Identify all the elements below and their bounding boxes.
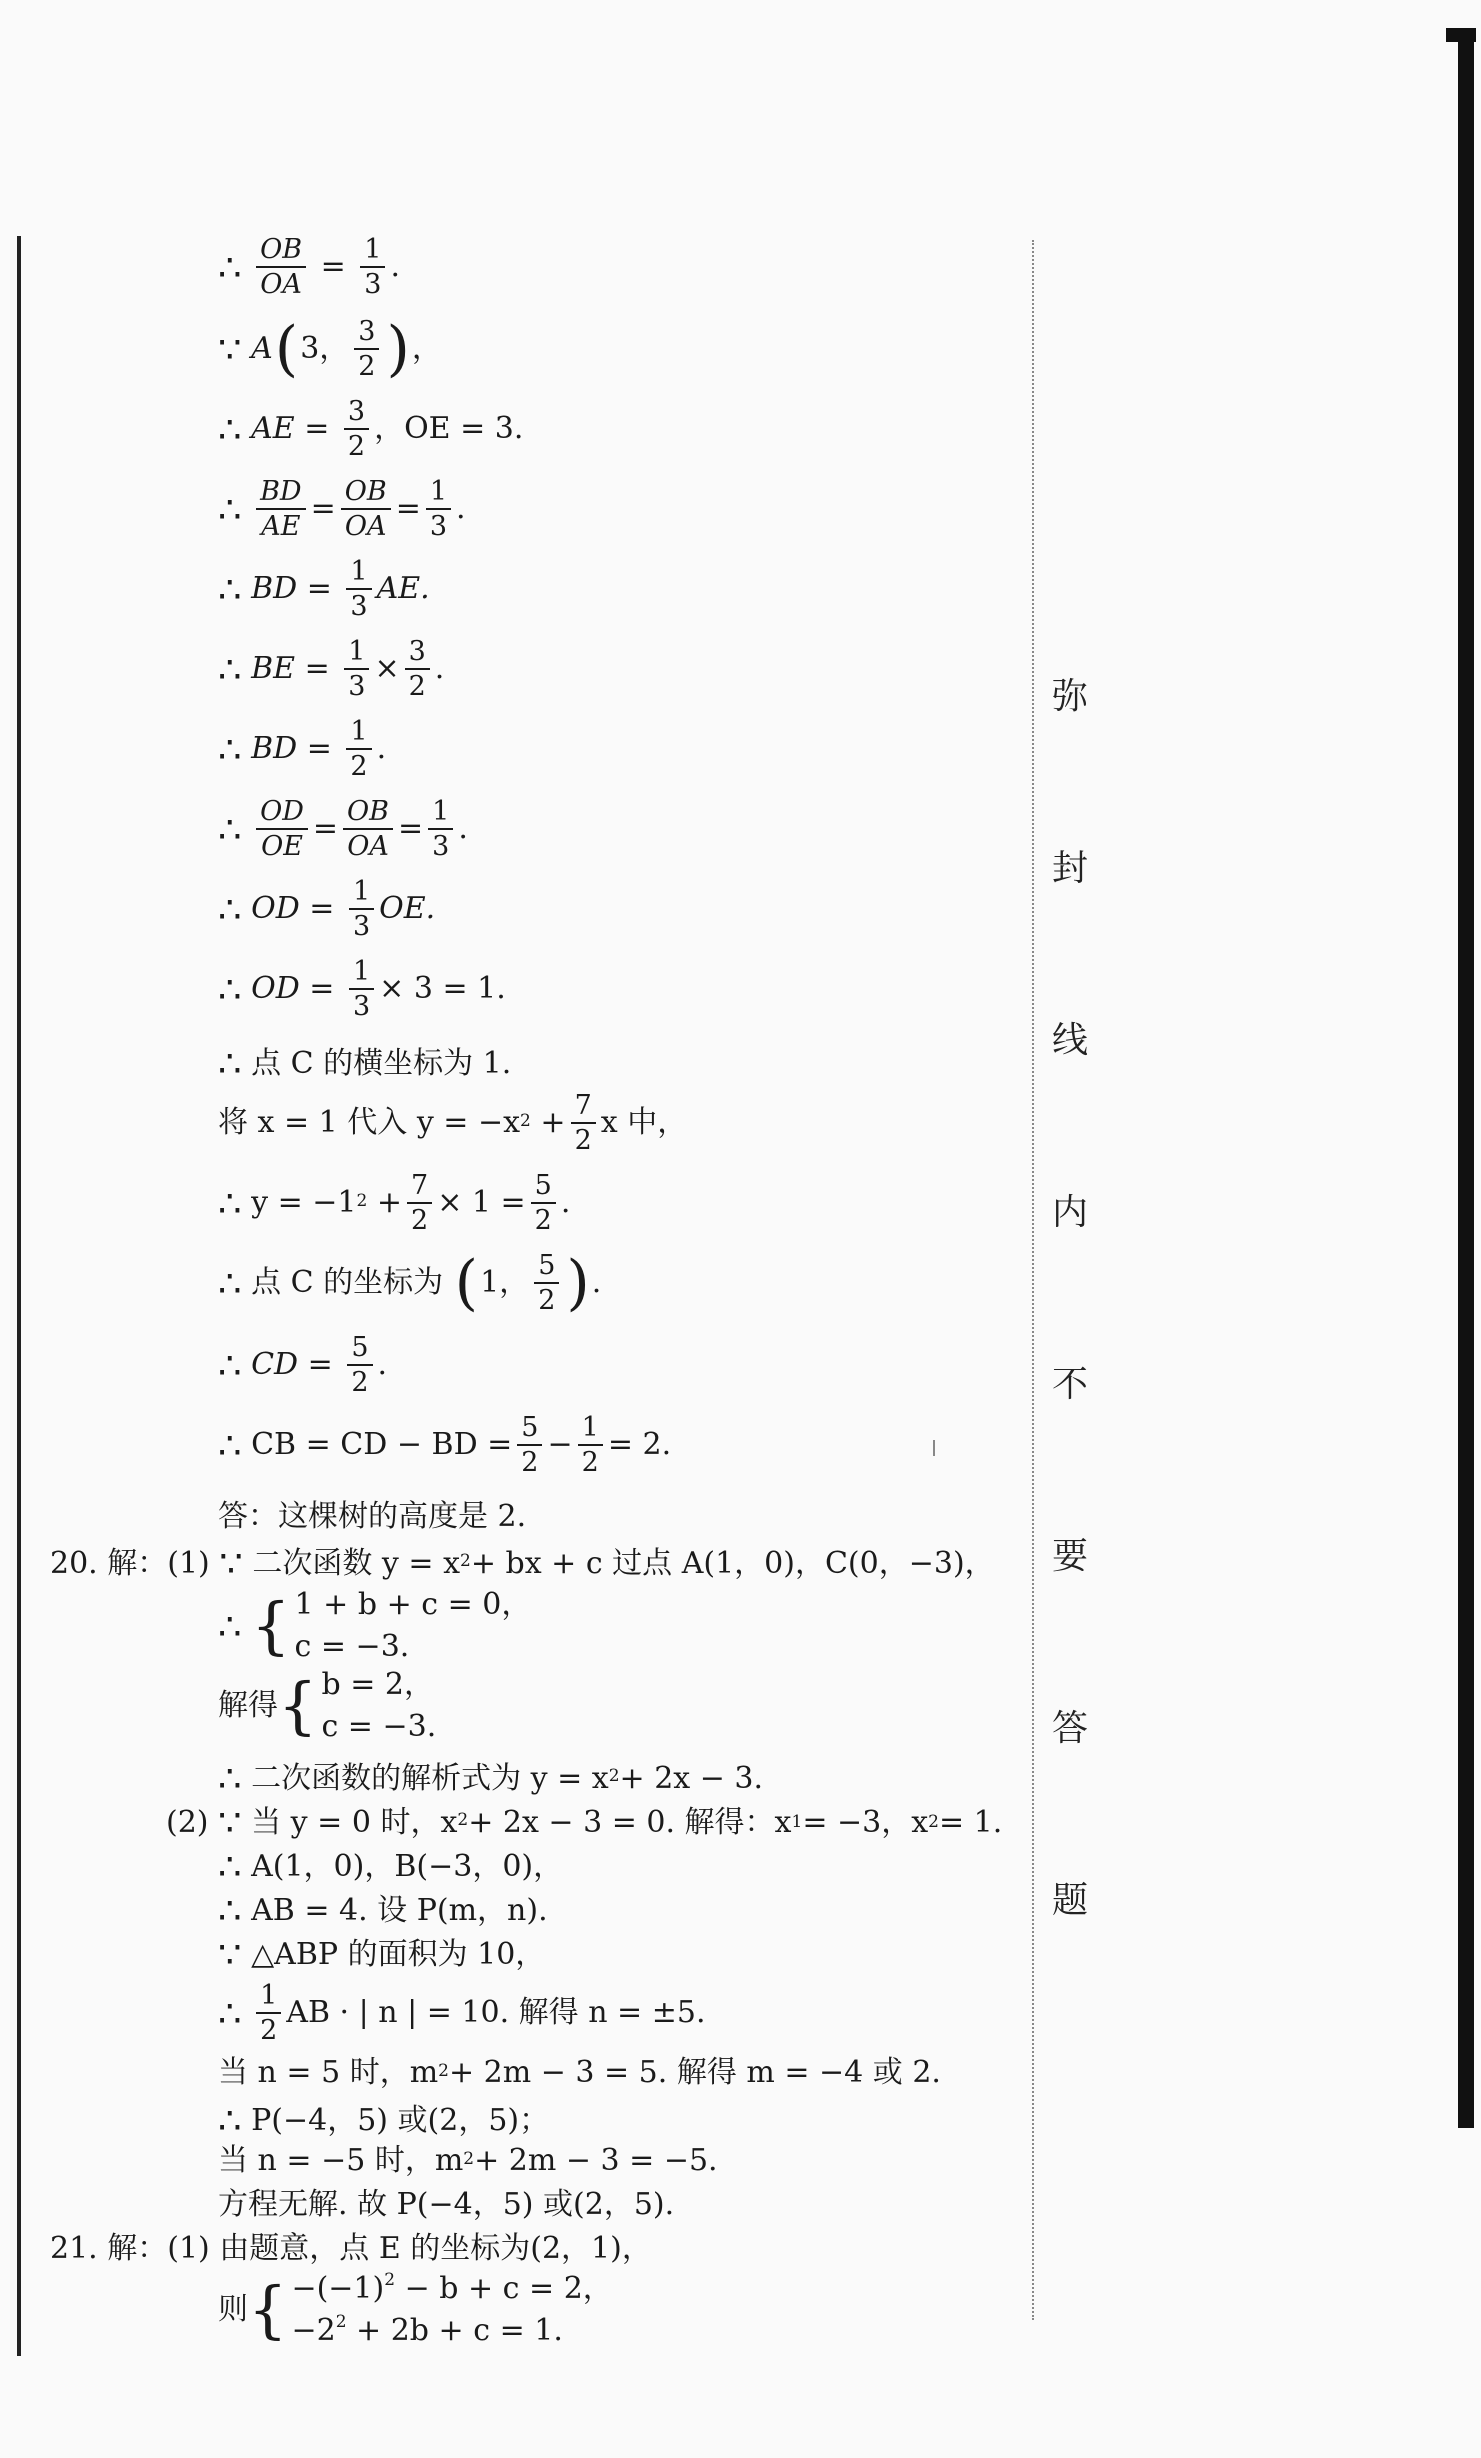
sealing-dotted-line — [1032, 240, 1034, 2320]
fraction: $\frac{1}{2}$ — [578, 1414, 603, 1476]
math-line: ∴ $\frac{BD}{AE}$ = $\frac{OB}{OA}$ = $\frac{1}{3}$ . — [218, 476, 466, 542]
fraction: $\frac{5}{2}$ — [531, 1172, 556, 1234]
fraction: $\frac{1}{3}$ — [428, 798, 453, 860]
therefore-symbol: ∴ — [218, 245, 242, 289]
seal-char: 答 — [1052, 1708, 1089, 1749]
math-line: ∴ $\frac{1}{2}$ AB · | n | = 10. 解得 n = ±5. — [218, 1980, 706, 2046]
math-line: ∴ OD = $\frac{1}{3}$ OE. — [218, 876, 436, 942]
math-line: ∴ $\frac{OD}{OE}$ = $\frac{OB}{OA}$ = $\frac{1}{3}$ . — [218, 796, 468, 862]
math-line: 当 n = 5 时，m $^2$ + 2m − 3 = 5. 解得 m = −4 或 2. — [218, 2055, 941, 2090]
fraction: $\frac{OB}{OA}$ — [341, 478, 391, 540]
fraction: $\frac{3}{2}$ — [354, 318, 379, 380]
math-line: ∴ y = −1 $^2$ + $\frac{7}{2}$ × 1 = $\frac{5}{2}$ . — [218, 1170, 571, 1236]
math-line: ∴ A(1，0)，B(−3，0)， — [218, 1845, 564, 1888]
fraction: $\frac{3}{2}$ — [344, 398, 369, 460]
answer-line: 答：这棵树的高度是 2. — [218, 1499, 527, 1534]
math-line: 将 x = 1 代入 y = −x $^2$ + $\frac{7}{2}$ x 中， — [218, 1090, 688, 1156]
fraction: $\frac{OB}{OA}$ — [256, 236, 306, 298]
math-line: ∴ P(−4，5) 或(2，5)； — [218, 2099, 550, 2142]
left-margin-rule — [17, 236, 21, 2356]
question-21-start: 21. 解：(1) 由题意，点 E 的坐标为(2，1)， — [50, 2231, 652, 2266]
seal-char: 不 — [1052, 1364, 1089, 1405]
scan-edge-bar — [1458, 28, 1474, 2128]
fraction: $\frac{1}{3}$ — [346, 558, 371, 620]
seal-char: 内 — [1052, 1192, 1089, 1233]
fraction: $\frac{3}{2}$ — [405, 638, 430, 700]
fraction: $\frac{OD}{OE}$ — [256, 798, 308, 860]
math-line: 当 n = −5 时，m $^2$ + 2m − 3 = −5. — [218, 2143, 718, 2178]
text-line: ∴ 点 C 的横坐标为 1. — [218, 1042, 512, 1085]
fraction: $\frac{1}{2}$ — [346, 718, 371, 780]
math-line: ∴ AB = 4. 设 P(m，n). — [218, 1889, 548, 1932]
math-line: ∴ BD = $\frac{1}{2}$ . — [218, 716, 387, 782]
fraction: $\frac{1}{3}$ — [360, 236, 385, 298]
equation-system: 则 { $-(-1)^2 - b + c = 2$， $-2^2 + 2b + c = 1$. — [218, 2270, 613, 2348]
seal-char: 线 — [1052, 1020, 1089, 1061]
math-line: ∴ $\frac{OB}{OA}$ = $\frac{1}{3}$ . — [218, 234, 401, 300]
seal-char: 要 — [1052, 1536, 1089, 1577]
stray-mark — [933, 1440, 935, 1456]
math-line: ∴ BE = $\frac{1}{3}$ × $\frac{3}{2}$ . — [218, 636, 445, 702]
math-line: ∴ 点 C 的坐标为 ( 1， $\frac{5}{2}$ ) . — [218, 1248, 602, 1318]
math-line: ∵ △ABP 的面积为 10， — [218, 1933, 546, 1976]
question-20-start: 20. 解：(1) ∵ 二次函数 y = x $^2$ + bx + c 过点 A(1，0)，C(0，−3)， — [50, 1542, 995, 1585]
fraction: $\frac{7}{2}$ — [407, 1172, 432, 1234]
fraction: $\frac{5}{2}$ — [517, 1414, 542, 1476]
math-line: ∵ A ( 3， $\frac{3}{2}$ ) ， — [218, 314, 442, 384]
fraction: $\frac{5}{2}$ — [534, 1252, 559, 1314]
fraction: $\frac{BD}{AE}$ — [256, 478, 306, 540]
equation-system: 解得 { b = 2， c = −3. — [218, 1667, 437, 1744]
fraction: $\frac{1}{3}$ — [349, 878, 374, 940]
math-line: 方程无解. 故 P(−4，5) 或(2，5). — [218, 2187, 675, 2222]
because-symbol: ∵ — [218, 327, 242, 371]
math-line: ∴ BD = $\frac{1}{3}$ AE. — [218, 556, 430, 622]
fraction: $\frac{OB}{OA}$ — [343, 798, 393, 860]
math-line: ∴ CD = $\frac{5}{2}$ . — [218, 1332, 388, 1398]
math-line: ∴ OD = $\frac{1}{3}$ × 3 = 1. — [218, 956, 506, 1022]
fraction: $\frac{1}{2}$ — [256, 1982, 281, 2044]
fraction: $\frac{1}{3}$ — [344, 638, 369, 700]
seal-char: 题 — [1052, 1880, 1089, 1921]
fraction: $\frac{7}{2}$ — [571, 1092, 596, 1154]
math-line: ∴ AE = $\frac{3}{2}$ ，OE = 3. — [218, 396, 524, 462]
fraction: $\frac{1}{3}$ — [426, 478, 451, 540]
math-line: ∴ CB = CD − BD = $\frac{5}{2}$ − $\frac{1}{2}$ = 2. — [218, 1412, 672, 1478]
seal-char: 弥 — [1052, 676, 1089, 717]
math-line: ∴ 二次函数的解析式为 y = x $^2$ + 2x − 3. — [218, 1757, 764, 1800]
math-line: (2) ∵ 当 y = 0 时，x $^2$ + 2x − 3 = 0. 解得：x 1 = −3，x 2 = 1. — [166, 1801, 1003, 1844]
fraction: $\frac{5}{2}$ — [347, 1334, 372, 1396]
seal-char: 封 — [1052, 848, 1089, 889]
fraction: $\frac{1}{3}$ — [349, 958, 374, 1020]
equation-system: ∴ { 1 + b + c = 0， c = −3. — [218, 1587, 532, 1664]
